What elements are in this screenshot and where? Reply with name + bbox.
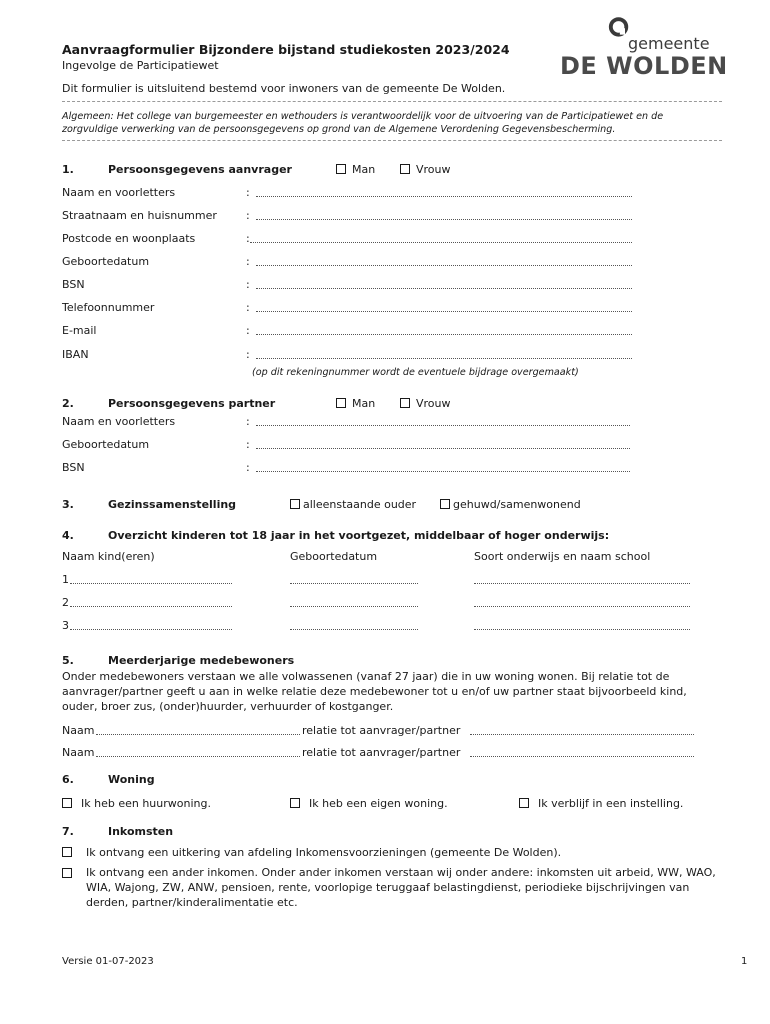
divider <box>62 140 722 141</box>
intro-text: Dit formulier is uitsluitend bestemd voor inwoners van de gemeente De Wolden. <box>62 82 506 95</box>
checkbox-icon[interactable] <box>290 499 300 509</box>
field-colon: : <box>246 415 250 428</box>
option-alleenstaande-ouder[interactable]: alleenstaande ouder <box>290 498 416 511</box>
section2-number: 2. <box>62 397 74 410</box>
bsn-input-line[interactable] <box>256 288 632 289</box>
child-geboortedatum-input-line[interactable] <box>290 606 418 607</box>
section3-title: Gezinssamenstelling <box>108 498 237 511</box>
checkbox-icon[interactable] <box>440 499 450 509</box>
checkbox-icon[interactable] <box>519 798 529 808</box>
child-geboortedatum-input-line[interactable] <box>290 629 418 630</box>
checkbox-icon[interactable] <box>290 798 300 808</box>
section4-number: 4. <box>62 529 74 542</box>
child-onderwijs-input-line[interactable] <box>474 583 690 584</box>
checkbox-icon[interactable] <box>336 398 346 408</box>
field-colon: : <box>246 278 250 291</box>
field-label-geboortedatum: Geboortedatum <box>62 255 150 268</box>
section1-title: Persoonsgegevens aanvrager <box>108 163 292 176</box>
checkbox-icon[interactable] <box>400 398 410 408</box>
page-number: 1 <box>741 956 748 967</box>
column-header-geboortedatum: Geboortedatum <box>290 550 378 563</box>
checkbox-icon[interactable] <box>62 798 72 808</box>
field-label-straat: Straatnaam en huisnummer <box>62 209 217 222</box>
child-row-number: 1 <box>62 573 69 586</box>
section2-option-vrouw[interactable]: Vrouw <box>400 397 451 410</box>
field-label-iban: IBAN <box>62 348 89 361</box>
partner-bsn-input-line[interactable] <box>256 471 630 472</box>
section1-number: 1. <box>62 163 74 176</box>
option-eigen-woning[interactable]: Ik heb een eigen woning. <box>290 797 448 810</box>
section6-number: 6. <box>62 773 74 786</box>
field-label-postcode: Postcode en woonplaats <box>62 232 196 245</box>
medebewoner-relatie-label: relatie tot aanvrager/partner <box>302 724 461 737</box>
medebewoner-naam-label: Naam <box>62 746 95 759</box>
column-header-onderwijs: Soort onderwijs en naam school <box>474 550 651 563</box>
section7-title: Inkomsten <box>108 825 174 838</box>
straat-input-line[interactable] <box>256 219 632 220</box>
child-row-number: 3 <box>62 619 69 632</box>
section7-number: 7. <box>62 825 74 838</box>
field-label-bsn: BSN <box>62 278 85 291</box>
section1-option-man[interactable]: Man <box>336 163 375 176</box>
telefoon-input-line[interactable] <box>256 311 632 312</box>
option-gehuwd-samenwonend[interactable]: gehuwd/samenwonend <box>440 498 581 511</box>
child-naam-input-line[interactable] <box>70 583 232 584</box>
general-notice: Algemeen: Het college van burgemeester en wethouders is verantwoordelijk voor de uitvoering van de Participatiewet en de zorgvuldige verwerking van de persoonsgegevens op grond van de Algemene Verordening Gegevensbescherming. <box>62 111 664 135</box>
partner-label-naam: Naam en voorletters <box>62 415 176 428</box>
option-huurwoning[interactable]: Ik heb een huurwoning. <box>62 797 211 810</box>
field-colon: : <box>246 461 250 474</box>
partner-geboortedatum-input-line[interactable] <box>256 448 630 449</box>
logo-word-gemeente: gemeente <box>628 34 710 53</box>
medebewoner-naam-input-line[interactable] <box>96 756 300 757</box>
child-naam-input-line[interactable] <box>70 606 232 607</box>
medebewoner-naam-label: Naam <box>62 724 95 737</box>
field-colon: : <box>246 255 250 268</box>
field-label-email: E-mail <box>62 324 97 337</box>
section5-number: 5. <box>62 654 74 667</box>
section1-option-vrouw[interactable]: Vrouw <box>400 163 451 176</box>
column-header-naam: Naam kind(eren) <box>62 550 155 563</box>
section6-title: Woning <box>108 773 155 786</box>
field-colon: : <box>246 438 250 451</box>
partner-label-bsn: BSN <box>62 461 85 474</box>
partner-label-geboortedatum: Geboortedatum <box>62 438 150 451</box>
section5-text: Onder medebewoners verstaan we alle volwassenen (vanaf 27 jaar) die in uw woning wonen. Bij relatie tot de aanvrager/partner geeft u aan in welke relatie deze medebewoner tot u en/of uw partner staat bijvoorbeeld kind, ouder, broer zus, (onder)huurder, verhuurder of kostganger. <box>62 670 687 713</box>
checkbox-icon[interactable] <box>336 164 346 174</box>
child-row-number: 2 <box>62 596 69 609</box>
iban-note: (op dit rekeningnummer wordt de eventuele bijdrage overgemaakt) <box>252 367 579 378</box>
logo-word-dewolden: DE WOLDEN <box>560 52 728 80</box>
field-colon: : <box>246 209 250 222</box>
medebewoner-naam-input-line[interactable] <box>96 734 300 735</box>
section3-number: 3. <box>62 498 74 511</box>
medebewoner-relatie-label: relatie tot aanvrager/partner <box>302 746 461 759</box>
field-colon: : <box>246 348 250 361</box>
field-colon: : <box>246 301 250 314</box>
child-geboortedatum-input-line[interactable] <box>290 583 418 584</box>
section5-title: Meerderjarige medebewoners <box>108 654 295 667</box>
field-colon: : <box>246 186 250 199</box>
field-colon: : <box>246 324 250 337</box>
postcode-input-line[interactable] <box>250 242 632 243</box>
field-label-naam: Naam en voorletters <box>62 186 176 199</box>
child-onderwijs-input-line[interactable] <box>474 606 690 607</box>
section4-title: Overzicht kinderen tot 18 jaar in het voortgezet, middelbaar of hoger onderwijs: <box>108 529 610 542</box>
child-naam-input-line[interactable] <box>70 629 232 630</box>
checkbox-icon[interactable] <box>400 164 410 174</box>
email-input-line[interactable] <box>256 334 632 335</box>
field-label-telefoon: Telefoonnummer <box>62 301 155 314</box>
iban-input-line[interactable] <box>256 358 632 359</box>
page-subtitle: Ingevolge de Participatiewet <box>62 59 219 72</box>
geboortedatum-input-line[interactable] <box>256 265 632 266</box>
page-title: Aanvraagformulier Bijzondere bijstand studiekosten 2023/2024 <box>62 42 510 57</box>
option-ander-inkomen[interactable]: Ik ontvang een ander inkomen. Onder ander inkomen verstaan wij onder andere: inkomsten uit arbeid, WW, WAO, WIA, Wajong, ZW, ANW, pensioen, rente, voorlopige teruggaaf belastingdienst, periodieke bijschrijvingen van derden, partner/kinderalimentatie etc. <box>86 866 716 909</box>
divider <box>62 101 722 102</box>
checkbox-icon[interactable] <box>62 868 72 878</box>
option-instelling[interactable]: Ik verblijf in een instelling. <box>519 797 683 810</box>
section2-title: Persoonsgegevens partner <box>108 397 276 410</box>
child-onderwijs-input-line[interactable] <box>474 629 690 630</box>
checkbox-icon[interactable] <box>62 847 72 857</box>
version-footer: Versie 01-07-2023 <box>62 956 154 967</box>
medebewoner-relatie-input-line[interactable] <box>470 756 694 757</box>
medebewoner-relatie-input-line[interactable] <box>470 734 694 735</box>
option-uitkering[interactable]: Ik ontvang een uitkering van afdeling Inkomensvoorzieningen (gemeente De Wolden). <box>86 846 562 859</box>
naam-input-line[interactable] <box>256 196 632 197</box>
partner-naam-input-line[interactable] <box>256 425 630 426</box>
section2-option-man[interactable]: Man <box>336 397 375 410</box>
field-colon: : <box>246 232 250 245</box>
